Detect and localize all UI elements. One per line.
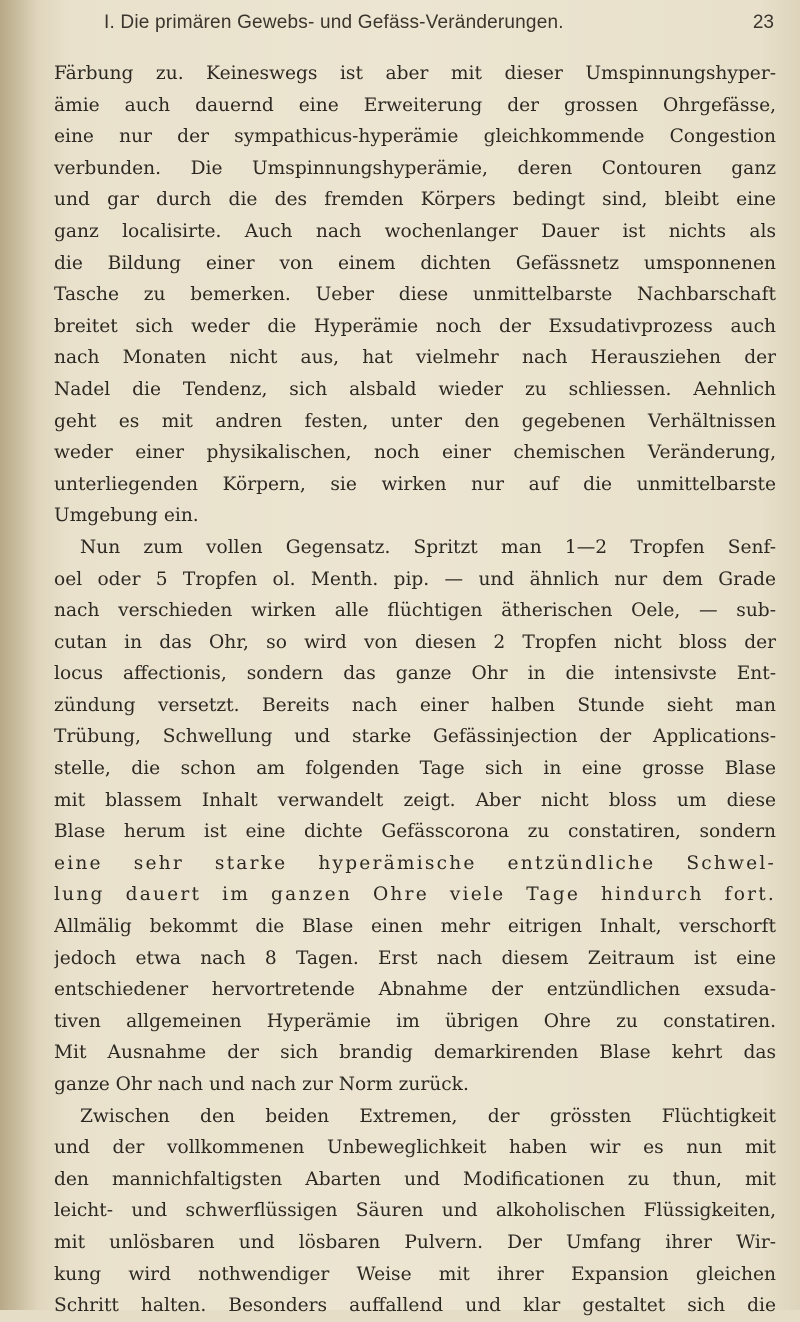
text-line: Nadel die Tendenz, sich alsbald wieder zu schliessen. Aehnlich [54,378,776,400]
text-line: mit unlösbaren und lösbaren Pulvern. Der Umfang ihrer Wir- [54,1231,776,1253]
paragraph-start-line: Nun zum vollen Gegensatz. Spritzt man 1—2 Tropfen Senf- [80,536,776,558]
text-line: Trübung, Schwellung und starke Gefässinjection der Applications- [54,726,776,748]
body-text [54,58,776,1322]
text-line: Mit Ausnahme der sich brandig demarkirenden Blase kehrt das [54,1042,776,1064]
text-line: Blase herum ist eine dichte Gefässcorona zu constatiren, sondern [54,821,776,843]
text-line: nach Monaten nicht aus, hat vielmehr nach Herausziehen der [54,347,776,369]
paragraph-start-line: Zwischen den beiden Extremen, der grössten Flüchtigkeit [80,1105,776,1127]
text-line: ganze Ohr nach und nach zur Norm zurück. [54,1074,469,1095]
text-line: Färbung zu. Keineswegs ist aber mit dieser Umspinnungshyper- [54,63,776,84]
text-line: Allmälig bekommt die Blase einen mehr eitrigen Inhalt, verschorft [54,916,776,938]
text-line: den mannichfaltigsten Abarten und Modificationen zu thun, mit [54,1168,776,1190]
text-line: jedoch etwa nach 8 Tagen. Erst nach diesem Zeitraum ist eine [54,947,776,969]
text-line: verbunden. Die Umspinnungshyperämie, deren Contouren ganz [54,157,776,179]
text-line: geht es mit andren festen, unter den gegebenen Verhältnissen [54,410,776,432]
text-line: locus affectionis, sondern das ganze Ohr in die intensivste Ent- [54,663,776,685]
text-line: breitet sich weder die Hyperämie noch der Exsudativprozess auch [54,315,776,337]
text-line: entschiedener hervortretende Abnahme der entzündlichen exsuda- [54,979,776,1001]
text-line: tiven allgemeinen Hyperämie im übrigen Ohre zu constatiren. [54,1010,776,1032]
text-line: kung wird nothwendiger Weise mit ihrer Expansion gleichen [54,1263,776,1285]
text-line: mit blassem Inhalt verwandelt zeigt. Aber nicht bloss um diese [54,789,776,811]
text-line: Umgebung ein. [54,505,199,527]
text-line: cutan in das Ohr, so wird von diesen 2 Tropfen nicht bloss der [54,631,776,653]
page-number: 23 [752,12,774,33]
text-line: ganz localisirte. Auch nach wochenlanger Dauer ist nichts als [54,220,776,242]
running-title: I. Die primären Gewebs- und Gefäss-Veränderungen. [104,12,564,33]
text-line: eine nur der sympathicus-hyperämie gleichkommende Congestion [54,126,776,148]
text-line: weder einer physikalischen, noch einer chemischen Veränderung, [54,442,776,464]
text-line: nach verschieden wirken alle flüchtigen ätherischen Oele, — sub- [54,600,776,622]
text-line: Tasche zu bemerken. Ueber diese unmittelbarste Nachbarschaft [54,284,776,306]
running-header [104,10,774,40]
text-line: oel oder 5 Tropfen ol. Menth. pip. — und ähnlich nur dem Grade [54,568,776,590]
text-line: stelle, die schon am folgenden Tage sich in eine grosse Blase [54,758,776,780]
text-line: leicht- und schwerflüssigen Säuren und alkoholischen Flüssigkeiten, [54,1200,776,1222]
text-line: ämie auch dauernd eine Erweiterung der grossen Ohrgefässe, [54,94,776,116]
text-line: und gar durch die des fremden Körpers bedingt sind, bleibt eine [54,189,776,211]
spaced-emphasis-line: eine sehr starke hyperämische entzündliche Schwel- [54,852,776,874]
spaced-emphasis-line: lung dauert im ganzen Ohre viele Tage hindurch fort. [54,884,776,906]
text-line: unterliegenden Körpern, sie wirken nur auf die unmittelbarste [54,473,776,495]
text-line: und der vollkommenen Unbeweglichkeit haben wir es nun mit [54,1137,776,1159]
text-line: zündung versetzt. Bereits nach einer halben Stunde sieht man [54,694,776,716]
page-spine-shadow [0,0,38,1310]
text-line: Schritt halten. Besonders auffallend und klar gestaltet sich die [54,1295,776,1317]
text-line: die Bildung einer von einem dichten Gefässnetz umsponnenen [54,252,776,274]
